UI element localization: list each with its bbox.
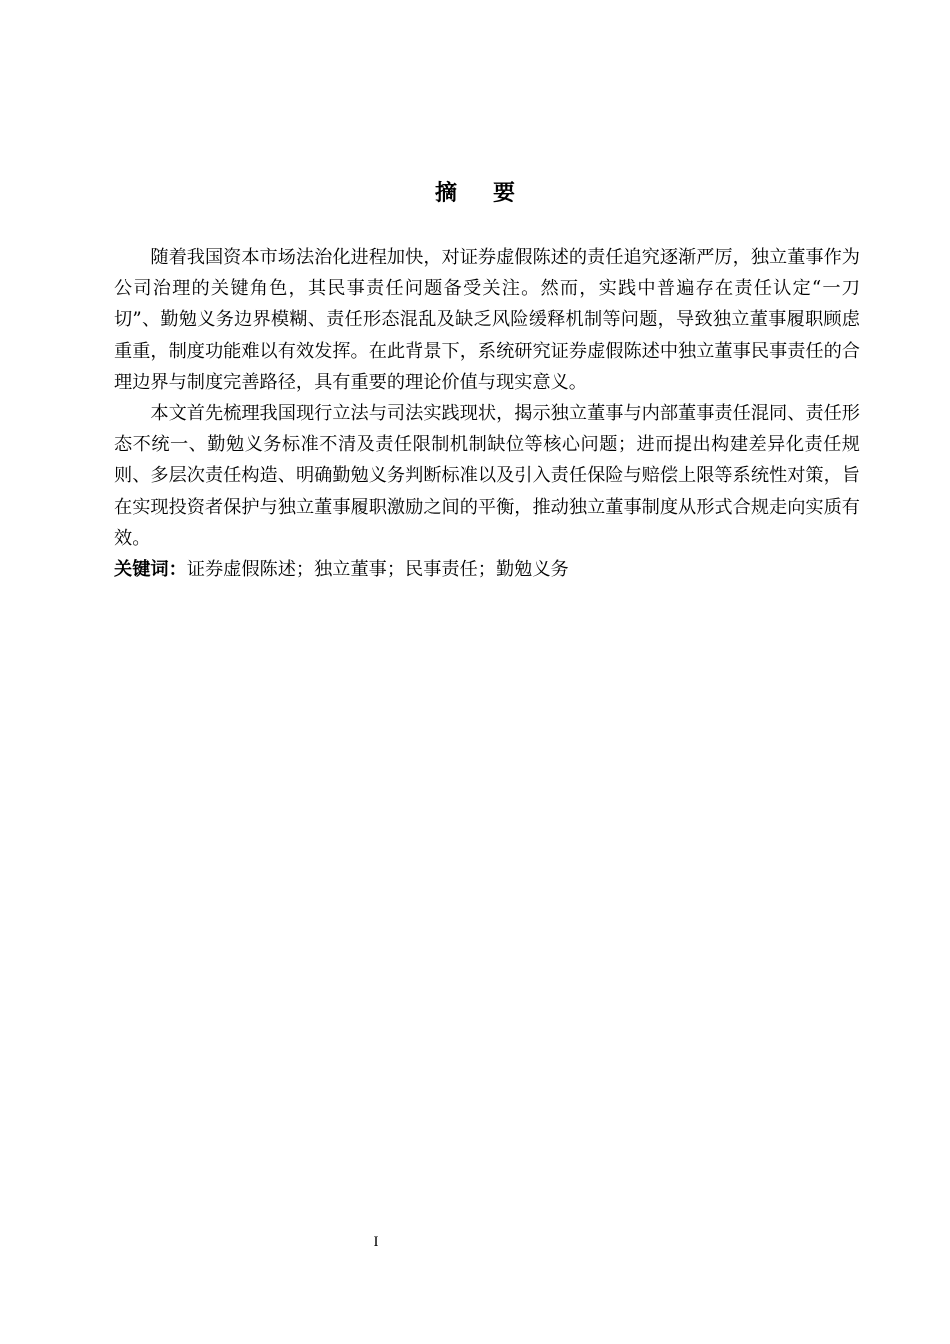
keywords-label: 关键词： (114, 559, 187, 581)
keywords-text: 证券虚假陈述；独立董事；民事责任；勤勉义务 (186, 559, 569, 581)
abstract-title: 摘要 (434, 181, 551, 206)
abstract-paragraph-1: 随着我国资本市场法治化进程加快，对证券虚假陈述的责任追究逐渐严厉，独立董事作为公司治理的关键角色，其民事责任问题备受关注。然而，实践中普遍存在责任认定“一刀切”、勤勉义务边界模糊、责任形态混乱及缺乏风险缓释机制等问题，导致独立董事履职顾虑重重，制度功能难以有效发挥。在此背景下，系统研究证券虚假陈述中独立董事民事责任的合理边界与制度完善路径，具有重要的理论价值与现实意义。 (114, 247, 860, 393)
page-number: I (373, 1234, 379, 1250)
abstract-paragraph-2: 本文首先梳理我国现行立法与司法实践现状，揭示独立董事与内部董事责任混同、责任形态不统一、勤勉义务标准不清及责任限制机制缺位等核心问题；进而提出构建差异化责任规则、多层次责任构造、明确勤勉义务判断标准以及引入责任保险与赔偿上限等系统性对策，旨在实现投资者保护与独立董事履职激励之间的平衡，推动独立董事制度从形式合规走向实质有效。 (114, 403, 860, 549)
keywords-line (114, 554, 860, 585)
abstract-body (114, 242, 860, 585)
